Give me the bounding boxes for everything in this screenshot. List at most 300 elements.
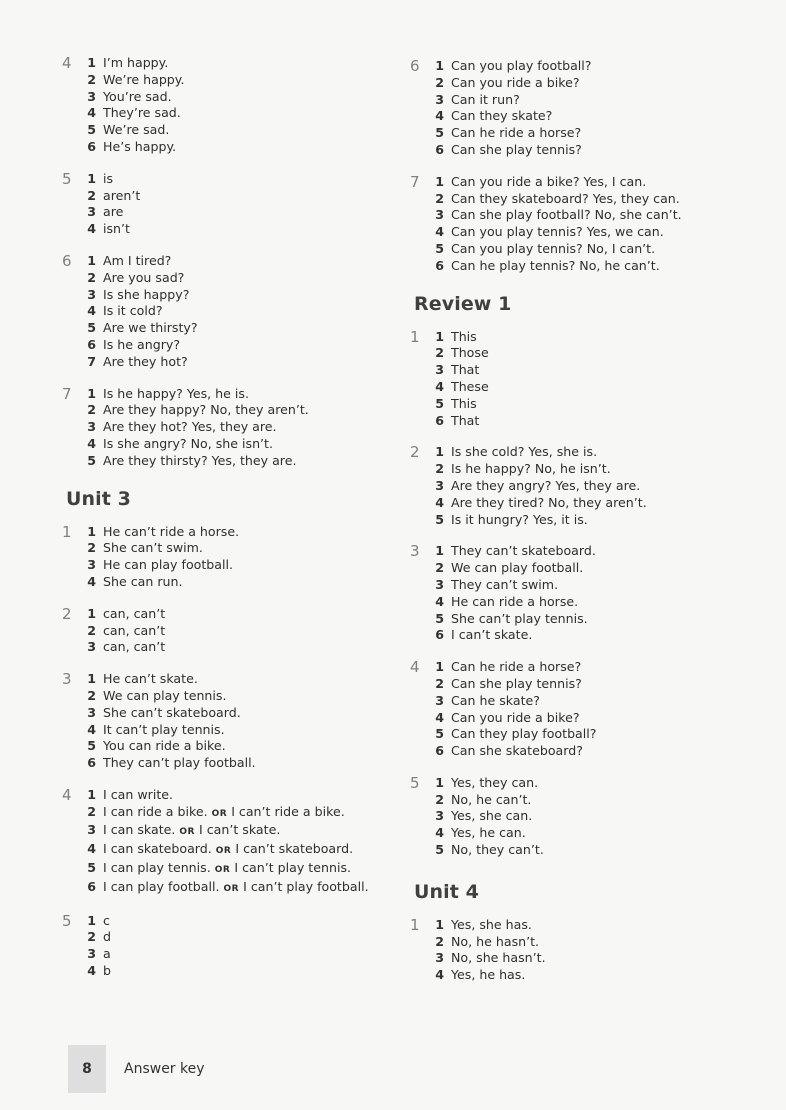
answer-item (80, 929, 111, 946)
answer-text: Yes, they can. (451, 774, 539, 790)
answer-item (428, 792, 544, 809)
exercise-number: 5 (410, 773, 420, 792)
answer-item (80, 402, 309, 419)
answer-option-a: I can play football. (103, 878, 220, 894)
exercise-items (80, 524, 239, 591)
answer-number: 4 (435, 108, 444, 124)
answer-text: Are they hot? (103, 353, 188, 369)
answer-text: They can’t skateboard. (451, 543, 596, 559)
exercise-items (80, 171, 140, 238)
answer-item (428, 461, 647, 478)
answer-text (103, 841, 353, 860)
answer-number: 3 (87, 419, 96, 435)
answer-item (80, 204, 140, 221)
answer-text: I’m happy. (103, 55, 169, 70)
answer-item (428, 329, 489, 346)
answer-item (80, 524, 239, 541)
exercise-items (428, 444, 647, 528)
review-1-heading: Review 1 (414, 292, 512, 315)
exercise-number: 4 (62, 785, 72, 804)
answer-text: They can’t swim. (451, 576, 559, 592)
answer-text: aren’t (103, 187, 141, 203)
answer-text: Are they thirsty? Yes, they are. (103, 452, 297, 468)
exercise-items (428, 329, 489, 430)
answer-option-a: I can ride a bike. (103, 803, 208, 819)
exercise (62, 787, 392, 898)
answer-text: Are they happy? No, they aren’t. (103, 402, 309, 418)
exercise-items (80, 671, 256, 772)
answer-text: Is she cold? Yes, she is. (451, 444, 598, 460)
answer-item (428, 611, 596, 628)
answer-item (80, 946, 111, 963)
answer-item (428, 934, 546, 951)
answer-number: 6 (87, 336, 96, 352)
answer-item (80, 879, 369, 898)
answer-item (80, 722, 256, 739)
answer-item (428, 743, 596, 760)
answer-item (428, 413, 489, 430)
answer-number: 3 (87, 88, 96, 104)
answer-number: 5 (435, 842, 444, 858)
exercise (410, 775, 710, 859)
answer-number: 5 (87, 122, 96, 138)
answer-text: isn’t (103, 221, 130, 237)
answer-text: These (451, 378, 489, 394)
answer-item (428, 258, 682, 275)
answer-item (428, 345, 489, 362)
answer-item (80, 623, 165, 640)
answer-text: Can they skate? (451, 108, 553, 124)
answer-option-a: I can skateboard. (103, 841, 212, 857)
answer-number: 1 (435, 543, 444, 559)
answer-item (428, 241, 682, 258)
answer-number: 1 (435, 58, 444, 73)
answer-text: I can’t skate. (451, 627, 533, 643)
answer-item (80, 171, 140, 188)
answer-number: 3 (435, 91, 444, 107)
unit-3-heading: Unit 3 (66, 487, 131, 510)
answer-item (80, 841, 369, 860)
answer-text: That (451, 412, 480, 428)
answer-text: Can they skateboard? Yes, they can. (451, 190, 680, 206)
exercise (410, 917, 710, 984)
exercise-items (428, 659, 596, 760)
exercise-items (428, 58, 591, 159)
answer-number: 3 (435, 950, 444, 966)
answer-item (80, 688, 256, 705)
answer-text: He can ride a horse. (451, 593, 579, 609)
answer-item (428, 512, 647, 529)
answer-number: 4 (87, 221, 96, 237)
answer-number: 4 (435, 378, 444, 394)
answer-text (103, 879, 369, 898)
answer-item (428, 444, 647, 461)
answer-item (428, 543, 596, 560)
answer-number: 4 (87, 841, 96, 857)
answer-text: No, he can’t. (451, 791, 532, 807)
answer-item (428, 577, 596, 594)
answer-item (80, 320, 198, 337)
answer-item (428, 967, 546, 984)
unit-4-heading: Unit 4 (414, 880, 479, 903)
answer-text: No, he hasn’t. (451, 933, 540, 949)
answer-item (80, 453, 309, 470)
answer-option-b: I can’t play football. (243, 878, 369, 894)
answer-item (428, 808, 544, 825)
answer-item (80, 221, 140, 238)
answer-item (80, 72, 184, 89)
answer-text: He can’t ride a horse. (103, 523, 240, 539)
answer-text: That (451, 362, 480, 378)
or-separator: OR (215, 846, 232, 857)
answer-item (80, 419, 309, 436)
answer-number: 6 (87, 878, 96, 894)
or-separator: OR (211, 808, 228, 819)
answer-item (80, 540, 239, 557)
answer-number: 2 (435, 791, 444, 807)
answer-text: We can play football. (451, 560, 584, 576)
answer-text: He’s happy. (103, 138, 177, 154)
answer-number: 1 (87, 252, 96, 268)
answer-text: Is it hungry? Yes, it is. (451, 511, 588, 527)
answer-item (80, 755, 256, 772)
exercise-number: 1 (62, 522, 72, 541)
answer-number: 2 (87, 540, 96, 556)
answer-text: Are we thirsty? (103, 320, 198, 336)
answer-item (428, 174, 682, 191)
exercise (410, 58, 710, 159)
answer-text: Are they hot? Yes, they are. (103, 419, 277, 435)
answer-number: 6 (435, 627, 444, 643)
answer-number: 5 (87, 452, 96, 468)
answer-number: 1 (435, 444, 444, 460)
answer-number: 7 (87, 353, 96, 369)
answer-number: 6 (435, 743, 444, 759)
answer-item (80, 557, 239, 574)
exercise (62, 55, 392, 156)
answer-item (80, 913, 111, 930)
answer-text (103, 860, 351, 879)
answer-number: 2 (87, 803, 96, 819)
exercise-number: 6 (62, 251, 72, 270)
exercise-number: 5 (62, 911, 72, 930)
exercise (410, 444, 710, 528)
answer-number: 2 (435, 461, 444, 477)
answer-text: They’re sad. (103, 105, 181, 121)
right-column (410, 58, 710, 999)
exercise-number: 3 (410, 542, 420, 561)
answer-number: 6 (435, 412, 444, 428)
answer-item (428, 676, 596, 693)
answer-text: are (103, 204, 124, 220)
answer-number: 1 (87, 523, 96, 539)
exercise-items (428, 543, 596, 644)
footer-label: Answer key (124, 1061, 205, 1077)
exercise-number: 7 (62, 384, 72, 403)
answer-text: Can he play tennis? No, he can’t. (451, 257, 660, 273)
exercise-number: 3 (62, 670, 72, 689)
answer-text: I can write. (103, 786, 174, 802)
exercise (410, 174, 710, 275)
answer-item (428, 125, 591, 142)
answer-item (80, 270, 198, 287)
answer-number: 3 (435, 207, 444, 223)
exercise (62, 913, 392, 980)
exercise-number: 6 (410, 57, 420, 75)
answer-number: 1 (87, 671, 96, 687)
answer-item (428, 207, 682, 224)
answer-text: You can ride a bike. (103, 738, 226, 754)
answer-text: Is it cold? (103, 303, 163, 319)
answer-item (428, 726, 596, 743)
exercise-group (410, 329, 710, 859)
answer-item (428, 478, 647, 495)
answer-item (428, 58, 591, 75)
answer-item (80, 287, 198, 304)
page-footer (68, 1045, 205, 1093)
answer-number: 2 (87, 269, 96, 285)
answer-number: 4 (435, 825, 444, 841)
answer-text: Is he angry? (103, 336, 181, 352)
answer-item (80, 105, 184, 122)
exercise-number: 4 (410, 658, 420, 677)
answer-item (80, 139, 184, 156)
answer-item (80, 89, 184, 106)
answer-number: 2 (87, 187, 96, 203)
answer-number: 3 (87, 639, 96, 655)
exercise-number: 5 (62, 169, 72, 188)
answer-text: Yes, he can. (451, 825, 526, 841)
answer-text: Are they angry? Yes, they are. (451, 477, 641, 493)
answer-item (428, 108, 591, 125)
answer-item (428, 594, 596, 611)
or-separator: OR (179, 827, 195, 838)
answer-number: 3 (87, 704, 96, 720)
answer-item (80, 606, 165, 623)
answer-number: 3 (87, 557, 96, 573)
answer-text: Those (451, 345, 489, 361)
answer-number: 4 (435, 593, 444, 609)
page-number: 8 (68, 1045, 106, 1093)
answer-number: 3 (435, 362, 444, 378)
answer-option-a: I can skate. (103, 822, 176, 838)
answer-item (80, 639, 165, 656)
answer-item (80, 386, 309, 403)
answer-number: 1 (87, 170, 96, 186)
answer-number: 1 (87, 912, 96, 928)
answer-item (428, 710, 596, 727)
answer-number: 4 (87, 105, 96, 121)
answer-number: 2 (87, 622, 96, 638)
answer-item (80, 804, 369, 823)
exercise-number: 1 (410, 327, 420, 346)
answer-item (428, 693, 596, 710)
left-column (62, 55, 392, 995)
answer-text: Can she skateboard? (451, 743, 583, 759)
answer-option-b: I can’t ride a bike. (231, 803, 345, 819)
answer-text: She can run. (103, 573, 183, 589)
exercise-items (80, 55, 184, 156)
answer-item (428, 775, 544, 792)
answer-text: Can he ride a horse? (451, 125, 582, 141)
answer-item (80, 671, 256, 688)
answer-number: 1 (435, 916, 444, 932)
exercise-items (80, 253, 198, 371)
answer-option-b: I can’t play tennis. (234, 860, 352, 876)
answer-number: 5 (87, 860, 96, 876)
answer-number: 4 (87, 435, 96, 451)
exercise-group (62, 55, 392, 470)
answer-text: You’re sad. (103, 88, 172, 104)
exercise (62, 524, 392, 591)
answer-text: c (103, 912, 110, 928)
answer-item (80, 354, 198, 371)
answer-option-b: I can’t skate. (199, 822, 281, 838)
answer-text: Can you play tennis? Yes, we can. (451, 224, 664, 240)
answer-text: Can you ride a bike? Yes, I can. (451, 173, 647, 189)
answer-number: 4 (435, 494, 444, 510)
answer-text: Is she happy? (103, 286, 190, 302)
exercise-number: 2 (62, 604, 72, 623)
answer-item (80, 337, 198, 354)
answer-number: 1 (87, 55, 96, 70)
answer-item (428, 917, 546, 934)
answer-item (428, 396, 489, 413)
answer-item (428, 379, 489, 396)
answer-number: 1 (87, 786, 96, 802)
answer-item (80, 787, 369, 804)
answer-number: 4 (87, 573, 96, 589)
answer-number: 3 (87, 204, 96, 220)
exercise (62, 386, 392, 470)
answer-item (428, 825, 544, 842)
answer-text: Can he skate? (451, 692, 540, 708)
answer-number: 3 (435, 576, 444, 592)
answer-number: 3 (435, 808, 444, 824)
answer-text: Can she play tennis? (451, 141, 582, 157)
exercise-items (80, 913, 111, 980)
answer-text: No, she hasn’t. (451, 950, 546, 966)
exercise (410, 659, 710, 760)
or-separator: OR (223, 883, 240, 894)
answer-number: 1 (435, 328, 444, 344)
answer-text: can, can’t (103, 622, 166, 638)
answer-text: Is he happy? No, he isn’t. (451, 461, 611, 477)
answer-number: 4 (87, 303, 96, 319)
answer-item (428, 142, 591, 159)
exercise (410, 329, 710, 430)
answer-item (80, 963, 111, 980)
answer-number: 2 (435, 675, 444, 691)
answer-item (428, 495, 647, 512)
answer-text: d (103, 929, 111, 945)
answer-text: Can you play football? (451, 58, 592, 73)
answer-text: Yes, she can. (451, 808, 533, 824)
answer-item (428, 191, 682, 208)
answer-item (428, 92, 591, 109)
answer-item (80, 303, 198, 320)
answer-number: 1 (435, 774, 444, 790)
answer-number: 6 (435, 257, 444, 273)
answer-item (428, 560, 596, 577)
answer-text: Are you sad? (103, 269, 185, 285)
answer-text: We can play tennis. (103, 687, 227, 703)
exercise-number: 2 (410, 443, 420, 462)
answer-item (428, 362, 489, 379)
exercise-number: 1 (410, 915, 420, 934)
answer-text: Is he happy? Yes, he is. (103, 385, 249, 401)
answer-text: Can you ride a bike? (451, 74, 580, 90)
answer-item (80, 122, 184, 139)
exercise (410, 543, 710, 644)
exercise-items (428, 917, 546, 984)
answer-item (80, 55, 184, 72)
answer-text: can, can’t (103, 605, 166, 621)
answer-text: He can play football. (103, 557, 234, 573)
answer-text: Can she play tennis? (451, 675, 582, 691)
exercise (62, 606, 392, 656)
exercise-items (80, 386, 309, 470)
answer-text: is (103, 170, 114, 186)
answer-text: Is she angry? No, she isn’t. (103, 435, 273, 451)
answer-number: 2 (435, 190, 444, 206)
answer-number: 5 (435, 240, 444, 256)
answer-number: 2 (435, 345, 444, 361)
answer-text: Yes, he has. (451, 967, 526, 983)
answer-number: 2 (435, 560, 444, 576)
exercise (62, 671, 392, 772)
answer-item (80, 188, 140, 205)
answer-text: can, can’t (103, 639, 166, 655)
answer-text: She can’t swim. (103, 540, 203, 556)
answer-number: 2 (87, 71, 96, 87)
answer-number: 1 (435, 173, 444, 189)
answer-number: 4 (435, 709, 444, 725)
answer-number: 5 (87, 738, 96, 754)
answer-item (428, 224, 682, 241)
answer-item (428, 659, 596, 676)
exercise-items (428, 174, 682, 275)
answer-text: Am I tired? (103, 252, 172, 268)
answer-option-a: I can play tennis. (103, 860, 211, 876)
answer-text (103, 822, 280, 841)
exercise-items (428, 775, 544, 859)
answer-item (80, 436, 309, 453)
answer-number: 3 (435, 477, 444, 493)
answer-text: This (451, 328, 477, 344)
answer-text: Are they tired? No, they aren’t. (451, 494, 647, 510)
answer-text: Can you ride a bike? (451, 709, 580, 725)
answer-text: She can’t skateboard. (103, 704, 241, 720)
answer-number: 6 (87, 138, 96, 154)
answer-number: 1 (87, 605, 96, 621)
answer-text: No, they can’t. (451, 842, 544, 858)
exercise-group (410, 58, 710, 275)
answer-item (80, 860, 369, 879)
answer-number: 1 (435, 659, 444, 675)
answer-number: 5 (435, 726, 444, 742)
answer-number: 3 (87, 286, 96, 302)
answer-text: We’re happy. (103, 71, 185, 87)
answer-number: 2 (87, 929, 96, 945)
answer-number: 2 (435, 933, 444, 949)
answer-text: They can’t play football. (103, 755, 256, 771)
answer-number: 5 (435, 125, 444, 141)
answer-text: a (103, 946, 111, 962)
answer-text: Can it run? (451, 91, 520, 107)
answer-text: We’re sad. (103, 122, 170, 138)
answer-text: Yes, she has. (451, 916, 532, 932)
